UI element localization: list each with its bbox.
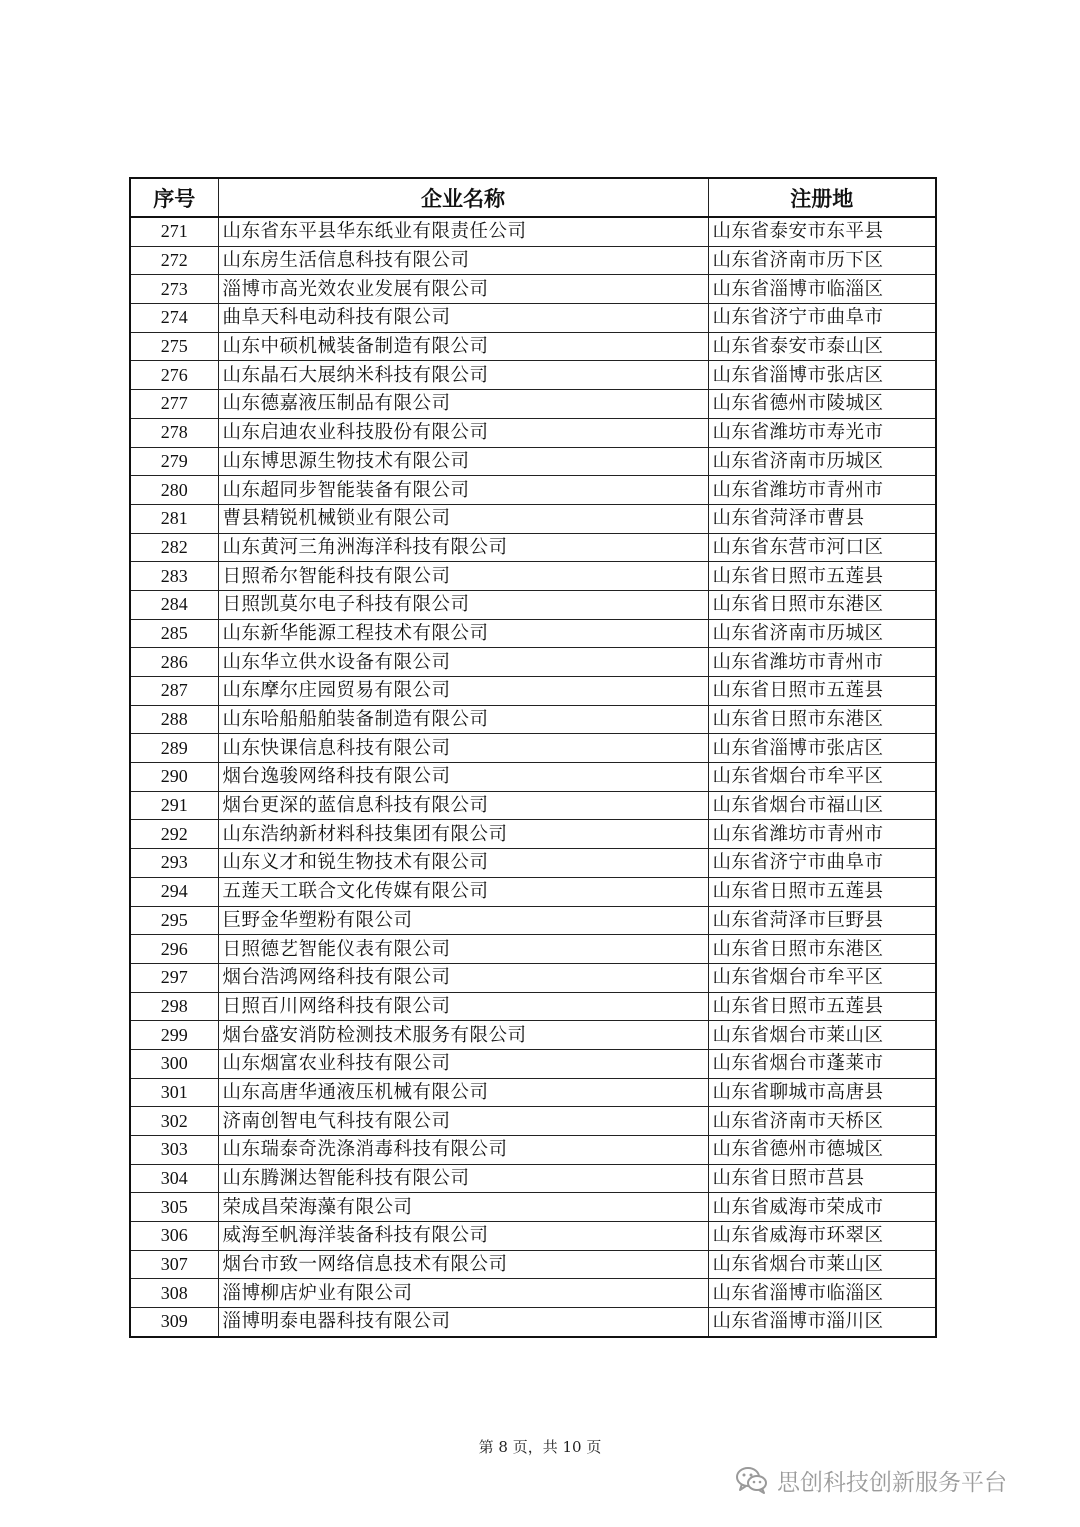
table-row (130, 1021, 936, 1050)
row-serial: 288 (130, 705, 218, 734)
row-registered-location: 山东省东营市河口区 (708, 533, 936, 562)
row-company-name: 曹县精锐机械锁业有限公司 (218, 504, 708, 533)
row-company-name: 山东摩尔庄园贸易有限公司 (218, 677, 708, 706)
table-row (130, 533, 936, 562)
table-row (130, 476, 936, 505)
row-registered-location: 山东省烟台市牟平区 (708, 963, 936, 992)
row-company-name: 山东烟富农业科技有限公司 (218, 1049, 708, 1078)
table-row (130, 906, 936, 935)
row-company-name: 山东义才和锐生物技术有限公司 (218, 849, 708, 878)
row-registered-location: 山东省日照市五莲县 (708, 992, 936, 1021)
row-serial: 301 (130, 1078, 218, 1107)
table-row (130, 590, 936, 619)
table-row (130, 992, 936, 1021)
row-company-name: 巨野金华塑粉有限公司 (218, 906, 708, 935)
row-company-name: 山东腾渊达智能科技有限公司 (218, 1164, 708, 1193)
row-serial: 293 (130, 849, 218, 878)
row-registered-location: 山东省日照市东港区 (708, 935, 936, 964)
table-row (130, 1164, 936, 1193)
row-company-name: 济南创智电气科技有限公司 (218, 1107, 708, 1136)
page-footer: 第 8 页，共 10 页 (478, 1438, 602, 1456)
row-serial: 298 (130, 992, 218, 1021)
table-row (130, 304, 936, 333)
row-serial: 289 (130, 734, 218, 763)
row-company-name: 山东省东平县华东纸业有限责任公司 (218, 217, 708, 246)
table-row (130, 418, 936, 447)
row-serial: 294 (130, 877, 218, 906)
row-serial: 284 (130, 590, 218, 619)
table-row (130, 361, 936, 390)
watermark-text: 思创科技创新服务平台 (777, 1469, 1007, 1496)
header-serial: 序号 (130, 178, 218, 217)
row-company-name: 山东浩纳新材料科技集团有限公司 (218, 820, 708, 849)
row-company-name: 烟台盛安消防检测技术服务有限公司 (218, 1021, 708, 1050)
row-serial: 280 (130, 476, 218, 505)
row-serial: 300 (130, 1049, 218, 1078)
row-registered-location: 山东省威海市环翠区 (708, 1222, 936, 1251)
row-registered-location: 山东省德州市陵城区 (708, 390, 936, 419)
row-company-name: 五莲天工联合文化传媒有限公司 (218, 877, 708, 906)
row-registered-location: 山东省日照市莒县 (708, 1164, 936, 1193)
table-row (130, 275, 936, 304)
row-serial: 296 (130, 935, 218, 964)
row-serial: 275 (130, 332, 218, 361)
row-company-name: 烟台逸骏网络科技有限公司 (218, 763, 708, 792)
row-company-name: 山东超同步智能装备有限公司 (218, 476, 708, 505)
row-company-name: 荣成昌荣海藻有限公司 (218, 1193, 708, 1222)
table-row (130, 1279, 936, 1308)
table-row (130, 1049, 936, 1078)
row-registered-location: 山东省日照市五莲县 (708, 877, 936, 906)
table-row (130, 504, 936, 533)
header-row (130, 178, 936, 217)
table-row (130, 820, 936, 849)
row-serial: 292 (130, 820, 218, 849)
row-serial: 308 (130, 1279, 218, 1308)
header-company-name: 企业名称 (218, 178, 708, 217)
table-row (130, 849, 936, 878)
row-serial: 307 (130, 1250, 218, 1279)
table-row (130, 562, 936, 591)
table-row (130, 390, 936, 419)
row-company-name: 山东高唐华通液压机械有限公司 (218, 1078, 708, 1107)
row-serial: 285 (130, 619, 218, 648)
row-registered-location: 山东省潍坊市青州市 (708, 820, 936, 849)
table-row (130, 705, 936, 734)
row-registered-location: 山东省日照市五莲县 (708, 562, 936, 591)
row-registered-location: 山东省济南市历城区 (708, 447, 936, 476)
table-row (130, 1107, 936, 1136)
table-row (130, 734, 936, 763)
watermark (735, 1462, 1007, 1498)
table-row (130, 1078, 936, 1107)
row-registered-location: 山东省济南市历下区 (708, 246, 936, 275)
row-serial: 273 (130, 275, 218, 304)
row-registered-location: 山东省日照市东港区 (708, 590, 936, 619)
row-company-name: 淄博明泰电器科技有限公司 (218, 1308, 708, 1337)
table-row (130, 791, 936, 820)
row-company-name: 烟台更深的蓝信息科技有限公司 (218, 791, 708, 820)
row-company-name: 山东新华能源工程技术有限公司 (218, 619, 708, 648)
wechat-icon (735, 1465, 769, 1495)
row-company-name: 日照百川网络科技有限公司 (218, 992, 708, 1021)
row-serial: 272 (130, 246, 218, 275)
header-registered-location: 注册地 (708, 178, 936, 217)
row-company-name: 烟台市致一网络信息技术有限公司 (218, 1250, 708, 1279)
row-company-name: 日照德艺智能仪表有限公司 (218, 935, 708, 964)
table-row (130, 677, 936, 706)
row-serial: 278 (130, 418, 218, 447)
row-registered-location: 山东省德州市德城区 (708, 1136, 936, 1165)
row-serial: 304 (130, 1164, 218, 1193)
row-registered-location: 山东省威海市荣成市 (708, 1193, 936, 1222)
row-registered-location: 山东省日照市东港区 (708, 705, 936, 734)
row-company-name: 山东哈船船舶装备制造有限公司 (218, 705, 708, 734)
table-header (130, 178, 936, 217)
row-serial: 276 (130, 361, 218, 390)
row-registered-location: 山东省菏泽市曹县 (708, 504, 936, 533)
table-row (130, 246, 936, 275)
table-row (130, 217, 936, 246)
table-row (130, 877, 936, 906)
row-serial: 297 (130, 963, 218, 992)
row-company-name: 曲阜天科电动科技有限公司 (218, 304, 708, 333)
table-body (130, 217, 936, 1337)
row-serial: 283 (130, 562, 218, 591)
row-serial: 302 (130, 1107, 218, 1136)
row-registered-location: 山东省济宁市曲阜市 (708, 304, 936, 333)
table-row (130, 763, 936, 792)
row-registered-location: 山东省聊城市高唐县 (708, 1078, 936, 1107)
row-registered-location: 山东省烟台市蓬莱市 (708, 1049, 936, 1078)
row-serial: 277 (130, 390, 218, 419)
row-registered-location: 山东省济宁市曲阜市 (708, 849, 936, 878)
row-serial: 286 (130, 648, 218, 677)
row-registered-location: 山东省烟台市莱山区 (708, 1021, 936, 1050)
row-company-name: 日照凯莫尔电子科技有限公司 (218, 590, 708, 619)
row-registered-location: 山东省淄博市淄川区 (708, 1308, 936, 1337)
row-company-name: 淄博柳店炉业有限公司 (218, 1279, 708, 1308)
table-row (130, 447, 936, 476)
row-serial: 281 (130, 504, 218, 533)
table-row (130, 619, 936, 648)
row-company-name: 烟台浩鸿网络科技有限公司 (218, 963, 708, 992)
table-row (130, 648, 936, 677)
row-serial: 287 (130, 677, 218, 706)
row-registered-location: 山东省淄博市临淄区 (708, 1279, 936, 1308)
row-serial: 299 (130, 1021, 218, 1050)
row-company-name: 山东德嘉液压制品有限公司 (218, 390, 708, 419)
row-registered-location: 山东省潍坊市寿光市 (708, 418, 936, 447)
row-registered-location: 山东省淄博市张店区 (708, 361, 936, 390)
row-company-name: 威海至帆海洋装备科技有限公司 (218, 1222, 708, 1251)
table-row (130, 332, 936, 361)
row-registered-location: 山东省济南市历城区 (708, 619, 936, 648)
row-serial: 271 (130, 217, 218, 246)
company-table-container (129, 177, 935, 1338)
table-row (130, 1136, 936, 1165)
row-company-name: 山东房生活信息科技有限公司 (218, 246, 708, 275)
row-company-name: 山东瑞泰奇洗涤消毒科技有限公司 (218, 1136, 708, 1165)
row-serial: 274 (130, 304, 218, 333)
row-serial: 306 (130, 1222, 218, 1251)
table-row (130, 1193, 936, 1222)
row-company-name: 山东博思源生物技术有限公司 (218, 447, 708, 476)
company-table (129, 177, 937, 1338)
table-row (130, 1308, 936, 1337)
row-registered-location: 山东省泰安市东平县 (708, 217, 936, 246)
row-serial: 282 (130, 533, 218, 562)
row-registered-location: 山东省烟台市牟平区 (708, 763, 936, 792)
row-serial: 279 (130, 447, 218, 476)
row-serial: 303 (130, 1136, 218, 1165)
row-registered-location: 山东省菏泽市巨野县 (708, 906, 936, 935)
row-company-name: 山东快课信息科技有限公司 (218, 734, 708, 763)
row-registered-location: 山东省淄博市张店区 (708, 734, 936, 763)
row-serial: 290 (130, 763, 218, 792)
row-company-name: 山东启迪农业科技股份有限公司 (218, 418, 708, 447)
row-registered-location: 山东省淄博市临淄区 (708, 275, 936, 304)
table-row (130, 935, 936, 964)
row-registered-location: 山东省日照市五莲县 (708, 677, 936, 706)
row-company-name: 山东华立供水设备有限公司 (218, 648, 708, 677)
row-company-name: 山东中硕机械装备制造有限公司 (218, 332, 708, 361)
table-row (130, 963, 936, 992)
row-company-name: 山东黄河三角洲海洋科技有限公司 (218, 533, 708, 562)
row-registered-location: 山东省潍坊市青州市 (708, 648, 936, 677)
row-registered-location: 山东省烟台市福山区 (708, 791, 936, 820)
row-company-name: 山东晶石大展纳米科技有限公司 (218, 361, 708, 390)
row-registered-location: 山东省济南市天桥区 (708, 1107, 936, 1136)
row-company-name: 日照希尔智能科技有限公司 (218, 562, 708, 591)
row-serial: 309 (130, 1308, 218, 1337)
row-registered-location: 山东省泰安市泰山区 (708, 332, 936, 361)
row-serial: 305 (130, 1193, 218, 1222)
row-serial: 295 (130, 906, 218, 935)
row-registered-location: 山东省潍坊市青州市 (708, 476, 936, 505)
row-serial: 291 (130, 791, 218, 820)
row-company-name: 淄博市高光效农业发展有限公司 (218, 275, 708, 304)
row-registered-location: 山东省烟台市莱山区 (708, 1250, 936, 1279)
table-row (130, 1222, 936, 1251)
table-row (130, 1250, 936, 1279)
